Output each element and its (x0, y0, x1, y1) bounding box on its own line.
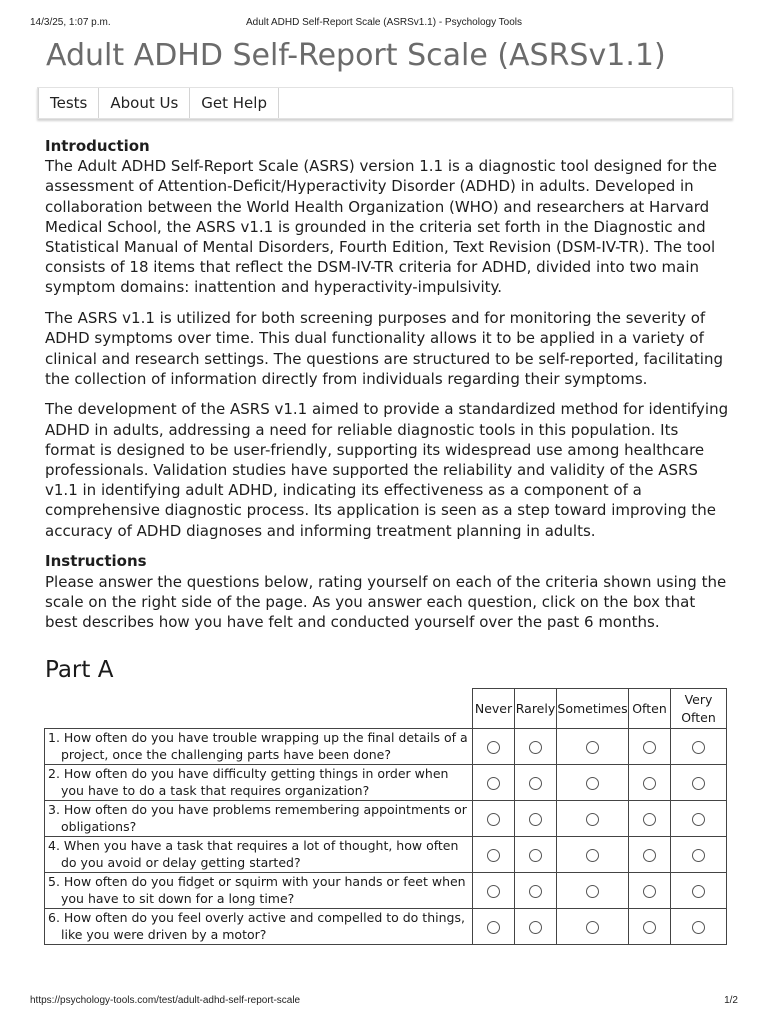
question-row (45, 729, 727, 765)
question-cell (45, 801, 473, 837)
question-text: 3. How often do you have problems remembering appointments or obligations? (48, 802, 467, 834)
radio-rarely[interactable] (529, 741, 542, 754)
column-header-sometimes: Sometimes (557, 689, 629, 729)
radio-rarely[interactable] (529, 885, 542, 898)
print-header (30, 17, 738, 31)
radio-sometimes[interactable] (586, 813, 599, 826)
article-content (45, 136, 729, 643)
header-blank-cell (45, 689, 473, 729)
question-row (45, 837, 727, 873)
question-cell (45, 729, 473, 765)
question-row (45, 873, 727, 909)
radio-rarely[interactable] (529, 849, 542, 862)
print-datetime: 14/3/25, 1:07 p.m. (30, 17, 111, 28)
question-cell (45, 765, 473, 801)
part-a-heading: Part A (45, 657, 114, 683)
radio-often[interactable] (643, 885, 656, 898)
intro-paragraph-1: The Adult ADHD Self-Report Scale (ASRS) version 1.1 is a diagnostic tool designed for the assessment of Attention-Deficit/Hyperactivity Disorder (ADHD) in adults. Developed in collaboration between the World Health Organization (WHO) and researchers at Harvard Medical School, the ASRS v1.1 is grounded in the criteria set forth in the Diagnostic and Statistical Manual of Mental Disorders, Fourth Edition, Text Revision (DSM-IV-TR). The tool consists of 18 items that reflect the DSM-IV-TR criteria for ADHD, divided into two main symptom domains: inattention and hyperactivity-impulsivity. (45, 157, 717, 297)
column-header-very-often: Very Often (671, 689, 727, 729)
column-header-rarely: Rarely (515, 689, 557, 729)
radio-never[interactable] (487, 813, 500, 826)
radio-often[interactable] (643, 741, 656, 754)
instructions-text: Please answer the questions below, rating yourself on each of the criteria shown using the scale on the right side of the page. As you answer each question, click on the box that best describes how you have felt and conducted yourself over the past 6 months. (45, 572, 727, 631)
page-title: Adult ADHD Self-Report Scale (ASRSv1.1) (46, 38, 666, 73)
table-header-row (45, 689, 727, 729)
print-doc-title: Adult ADHD Self-Report Scale (ASRSv1.1) - Psychology Tools (245, 17, 523, 28)
radio-never[interactable] (487, 741, 500, 754)
question-row (45, 801, 727, 837)
question-text: 6. How often do you feel overly active and compelled to do things, like you were driven by a motor? (48, 910, 465, 942)
radio-sometimes[interactable] (586, 777, 599, 790)
radio-very-often[interactable] (692, 885, 705, 898)
radio-sometimes[interactable] (586, 885, 599, 898)
radio-often[interactable] (643, 813, 656, 826)
question-row (45, 765, 727, 801)
introduction-heading: Introduction (45, 137, 150, 155)
nav-tab-about-us[interactable]: About Us (99, 88, 190, 118)
radio-very-often[interactable] (692, 741, 705, 754)
radio-very-often[interactable] (692, 813, 705, 826)
radio-sometimes[interactable] (586, 741, 599, 754)
radio-never[interactable] (487, 849, 500, 862)
main-nav (37, 87, 733, 119)
radio-very-often[interactable] (692, 849, 705, 862)
radio-rarely[interactable] (529, 777, 542, 790)
radio-often[interactable] (643, 777, 656, 790)
question-row (45, 909, 727, 945)
radio-very-often[interactable] (692, 777, 705, 790)
intro-paragraph-3: The development of the ASRS v1.1 aimed to provide a standardized method for identifying ADHD in adults, addressing a need for reliable diagnostic tools in this population. Its format is designed to be user-friendly, supporting its widespread use among healthcare professionals. Validation studies have supported the reliability and validity of the ASRS v1.1 in identifying adult ADHD, indicating its effectiveness as a component of a comprehensive diagnostic process. Its application is seen as a step toward improving the accuracy of ADHD diagnoses and informing treatment planning in adults. (45, 400, 729, 540)
column-header-often: Often (629, 689, 671, 729)
radio-never[interactable] (487, 885, 500, 898)
intro-paragraph-2: The ASRS v1.1 is utilized for both screening purposes and for monitoring the severity of ADHD symptoms over time. This dual functionality allows it to be applied in a variety of clinical and research settings. The questions are structured to be self-reported, facilitating the collection of information directly from individuals regarding their symptoms. (45, 309, 723, 388)
question-cell (45, 909, 473, 945)
nav-tab-get-help[interactable]: Get Help (190, 88, 279, 118)
part-a-table (44, 688, 727, 945)
radio-sometimes[interactable] (586, 921, 599, 934)
question-text: 2. How often do you have difficulty getting things in order when you have to do a task that requires organization? (48, 766, 449, 798)
print-footer (30, 995, 738, 1009)
radio-often[interactable] (643, 849, 656, 862)
question-text: 5. How often do you fidget or squirm with your hands or feet when you have to sit down for a long time? (48, 874, 466, 906)
nav-tab-tests[interactable]: Tests (38, 88, 99, 118)
radio-never[interactable] (487, 777, 500, 790)
question-cell (45, 873, 473, 909)
radio-rarely[interactable] (529, 921, 542, 934)
question-cell (45, 837, 473, 873)
column-header-never: Never (473, 689, 515, 729)
print-url: https://psychology-tools.com/test/adult-adhd-self-report-scale (30, 995, 301, 1006)
instructions-heading: Instructions (45, 552, 147, 571)
print-page-number: 1/2 (724, 995, 738, 1006)
radio-very-often[interactable] (692, 921, 705, 934)
radio-often[interactable] (643, 921, 656, 934)
radio-never[interactable] (487, 921, 500, 934)
radio-sometimes[interactable] (586, 849, 599, 862)
question-text: 4. When you have a task that requires a lot of thought, how often do you avoid or delay getting started? (48, 838, 459, 870)
radio-rarely[interactable] (529, 813, 542, 826)
question-text: 1. How often do you have trouble wrapping up the final details of a project, once the challenging parts have been done? (48, 730, 468, 762)
